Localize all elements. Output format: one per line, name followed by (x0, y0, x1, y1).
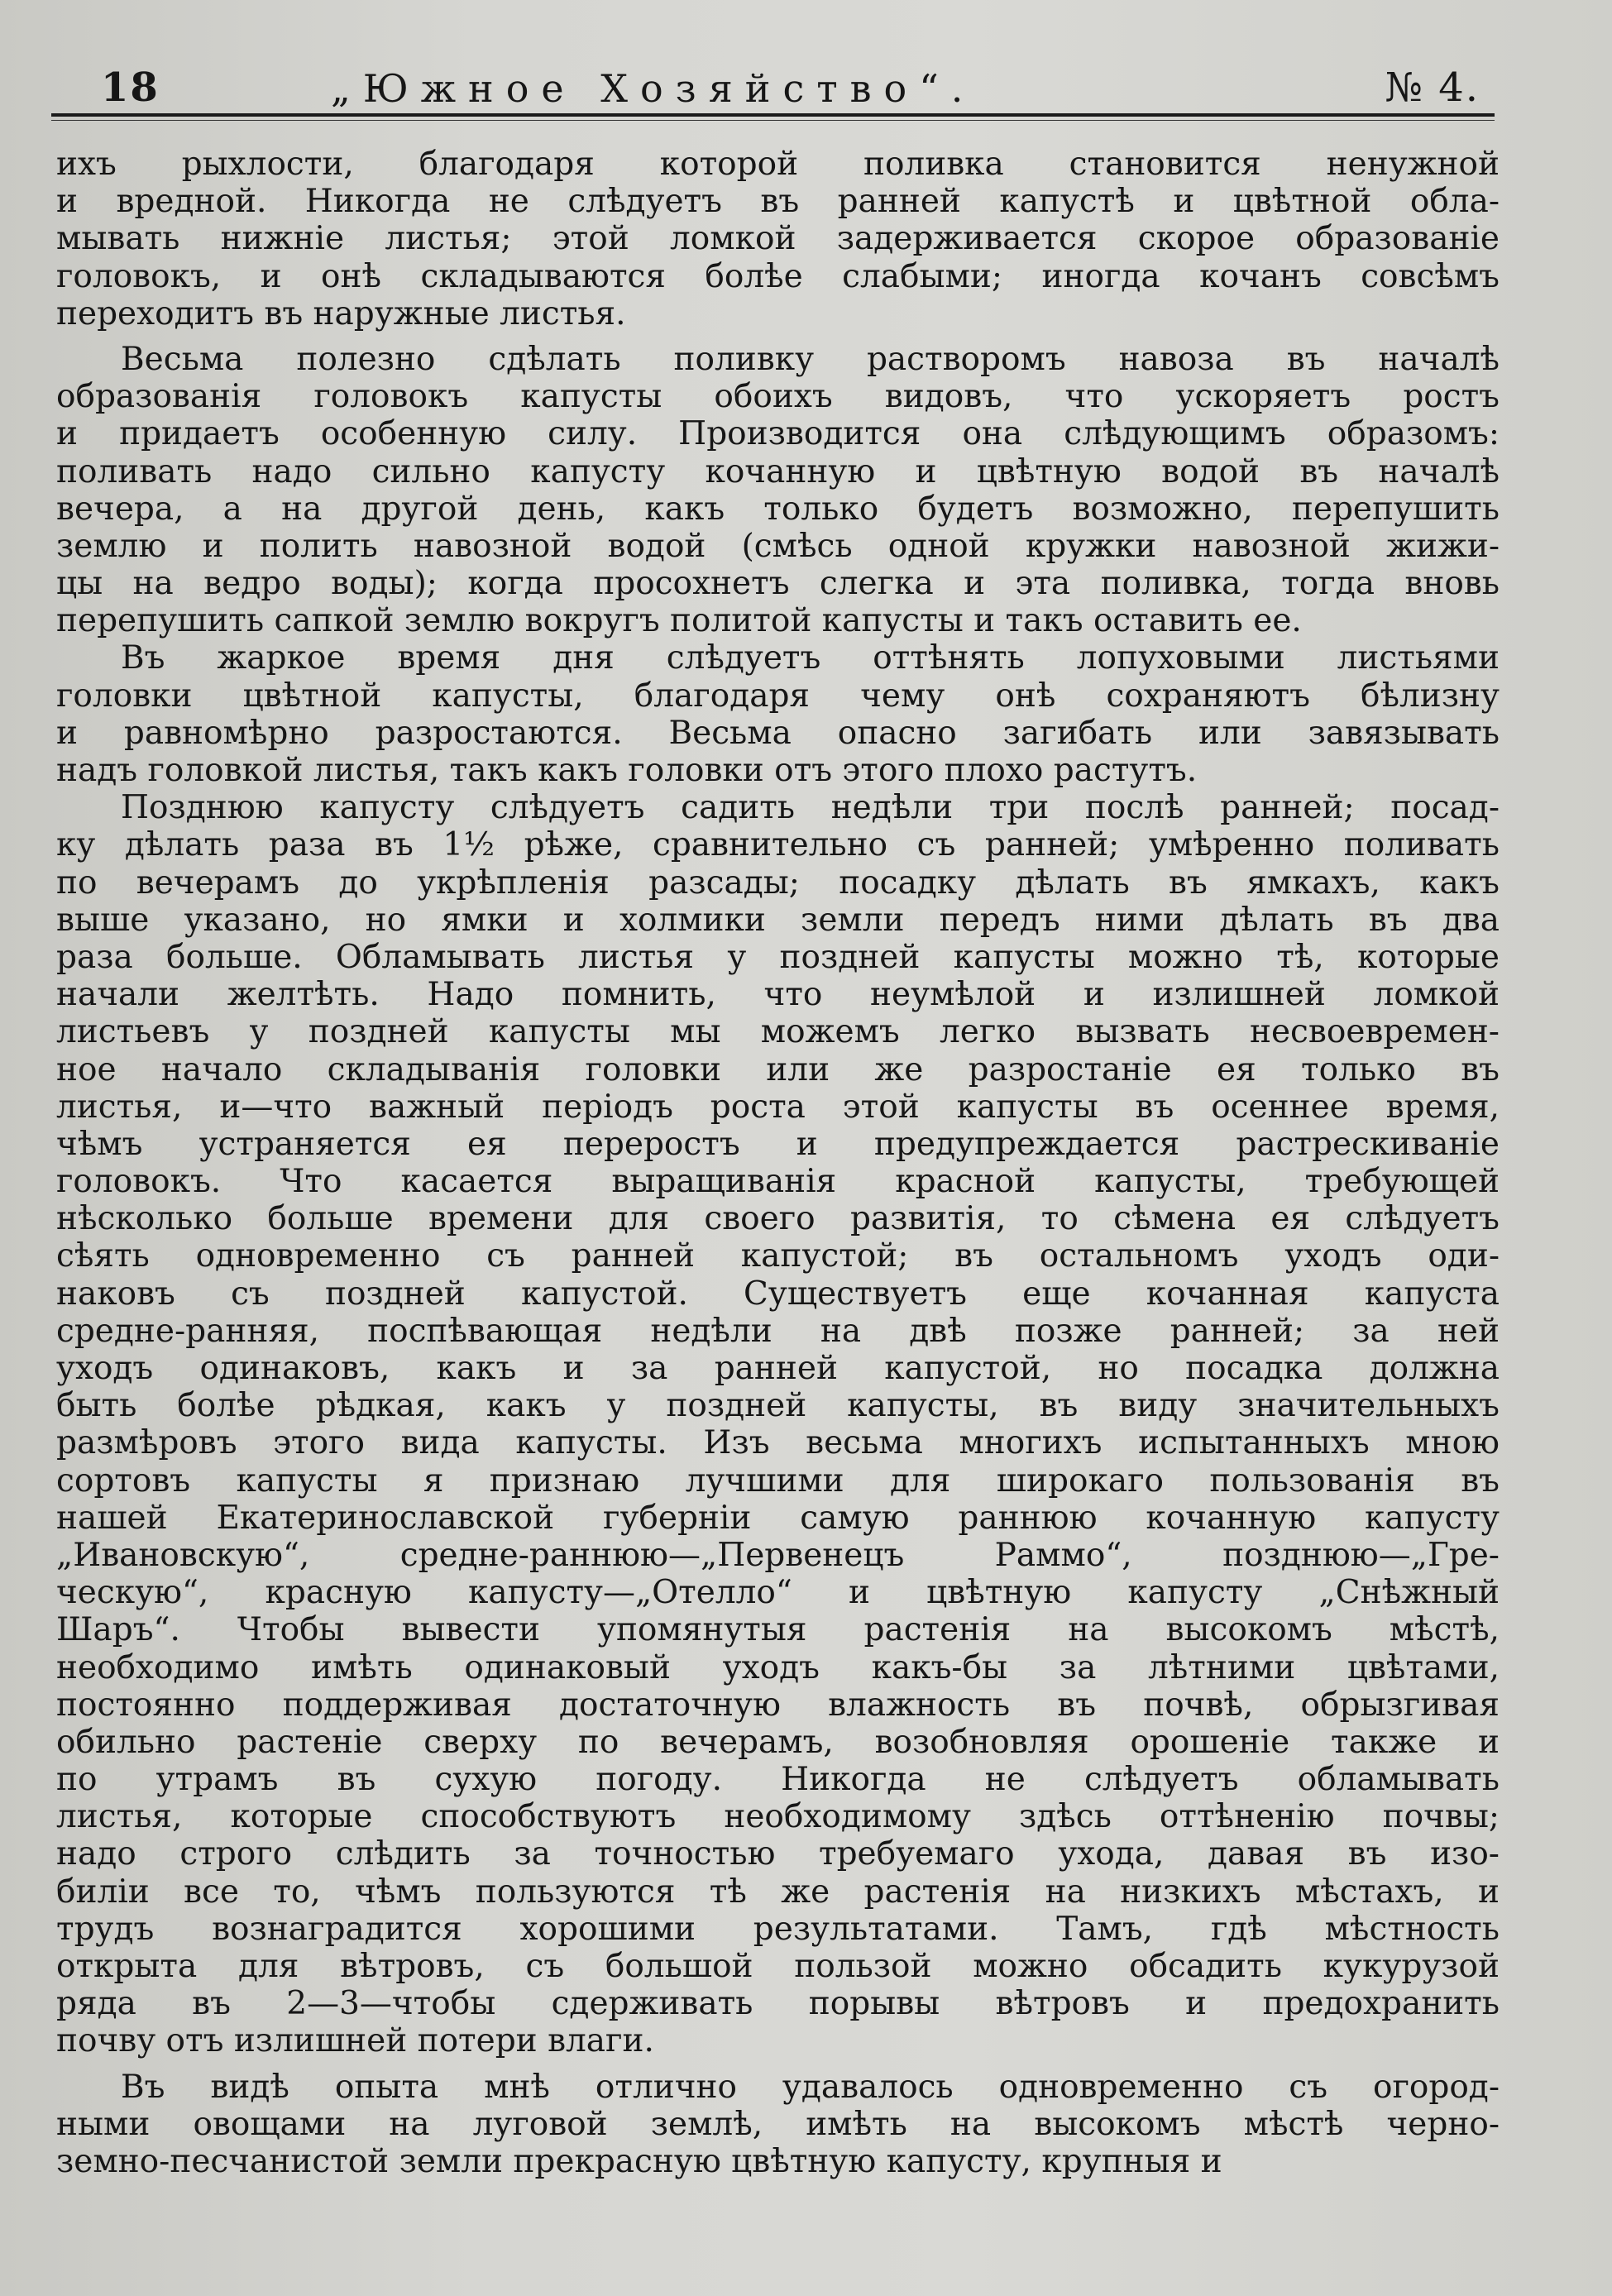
text-line: Позднюю капусту слѣдуетъ садить недѣли три послѣ ранней; посад- (121, 789, 1500, 827)
header-rule (51, 113, 1495, 117)
text-line: открыта для вѣтровъ, съ большой пользой можно обсадить кукурузой (56, 1948, 1500, 1985)
text-line: переходитъ въ наружные листья. (56, 294, 626, 332)
text-line: Весьма полезно сдѣлать поливку растворомъ навоза въ началѣ (121, 340, 1500, 378)
text-line: наковъ съ поздней капустой. Существуетъ еще кочанная капуста (56, 1275, 1500, 1313)
text-line: надо строго слѣдить за точностью требуемаго ухода, давая въ изо- (56, 1835, 1500, 1873)
text-line: ихъ рыхлости, благодаря которой поливка становится ненужной (56, 146, 1500, 183)
text-line: и равномѣрно разростаются. Весьма опасно загибать или завязывать (56, 714, 1500, 752)
text-line: и вредной. Никогда не слѣдуетъ въ ранней капустѣ и цвѣтной обла- (56, 183, 1500, 221)
text-line: сѣять одновременно съ ранней капустой; въ остальномъ уходъ оди- (56, 1237, 1500, 1275)
text-line: ку дѣлать раза въ 1½ рѣже, сравнительно съ ранней; умѣренно поливать (56, 826, 1500, 864)
paragraph (56, 789, 1500, 2059)
issue-number: № 4. (1385, 65, 1480, 111)
journal-title: „Южное Хозяйство“. (331, 66, 976, 111)
text-line: необходимо имѣть одинаковый уходъ какъ-бы за лѣтними цвѣтами, (56, 1648, 1500, 1686)
text-line: головокъ, и онѣ складываются болѣе слабыми; иногда кочанъ совсѣмъ (56, 257, 1500, 295)
text-line: ряда въ 2—3—чтобы сдерживать порывы вѣтровъ и предохранить (56, 1985, 1500, 2023)
header-rule-thin (51, 120, 1495, 121)
paragraph-gap (56, 2060, 1500, 2069)
text-line: Въ видѣ опыта мнѣ отлично удавалось одновременно съ огород- (121, 2068, 1500, 2106)
text-line: и придаетъ особенную силу. Производится она слѣдующимъ образомъ: (56, 415, 1500, 453)
text-line: быть болѣе рѣдкая, какъ у поздней капусты, въ виду значительныхъ (56, 1387, 1500, 1425)
text-line: постоянно поддерживая достаточную влажность въ почвѣ, обрызгивая (56, 1686, 1500, 1724)
page-number: 18 (101, 65, 160, 111)
text-line: листья, которые способствуютъ необходимому здѣсь оттѣненію почвы; (56, 1798, 1500, 1836)
text-line: ное начало складыванія головки или же разростаніе ея только въ (56, 1050, 1500, 1088)
text-line: почву отъ излишней потери влаги. (56, 2022, 654, 2060)
article-body (56, 146, 1500, 2180)
text-line: листья, и—что важный періодъ роста этой капусты въ осеннее время, (56, 1088, 1500, 1126)
text-line: начали желтѣть. Надо помнить, что неумѣлой и излишней ломкой (56, 976, 1500, 1014)
text-line: Шаръ“. Чтобы вывести упомянутыя растенія на высокомъ мѣстѣ, (56, 1611, 1500, 1649)
text-line: ными овощами на луговой землѣ, имѣть на высокомъ мѣстѣ черно- (56, 2105, 1500, 2143)
paragraph (56, 639, 1500, 789)
text-line: головокъ. Что касается выращиванія красной капусты, требующей (56, 1163, 1500, 1201)
text-line: головки цвѣтной капусты, благодаря чему онѣ сохраняютъ бѣлизну (56, 677, 1500, 715)
text-line: размѣровъ этого вида капусты. Изъ весьма многихъ испытанныхъ мною (56, 1424, 1500, 1462)
text-line: образованія головокъ капусты обоихъ видовъ, что ускоряетъ ростъ (56, 378, 1500, 416)
text-line: мывать нижніе листья; этой ломкой задерживается скорое образованіе (56, 220, 1500, 258)
running-header (51, 65, 1495, 116)
text-line: по вечерамъ до укрѣпленія разсады; посадку дѣлать въ ямкахъ, какъ (56, 863, 1500, 902)
text-line: чѣмъ устраняется ея переростъ и предупреждается растрескиваніе (56, 1125, 1500, 1163)
text-line: по утрамъ въ сухую погоду. Никогда не слѣдуетъ обламывать (56, 1761, 1500, 1799)
text-line: обильно растеніе сверху по вечерамъ, возобновляя орошеніе также и (56, 1723, 1500, 1761)
text-line: земно-песчанистой земли прекрасную цвѣтную капусту, крупныя и (56, 2142, 1222, 2180)
paragraph (56, 2069, 1500, 2181)
text-line: вечера, а на другой день, какъ только будетъ возможно, перепушить (56, 490, 1500, 528)
text-line: Въ жаркое время дня слѣдуетъ оттѣнять лопуховыми листьями (121, 639, 1500, 677)
text-line: поливать надо сильно капусту кочанную и цвѣтную водой въ началѣ (56, 452, 1500, 490)
paragraph (56, 341, 1500, 640)
text-line: уходъ одинаковъ, какъ и за ранней капустой, но посадка должна (56, 1350, 1500, 1387)
paragraph-gap (56, 332, 1500, 341)
text-line: перепушить сапкой землю вокругъ политой капусты и такъ оставить ее. (56, 602, 1302, 640)
text-line: сортовъ капусты я признаю лучшими для широкаго пользованія въ (56, 1461, 1500, 1500)
text-line: нѣсколько больше времени для своего развитія, то сѣмена ея слѣдуетъ (56, 1200, 1500, 1238)
text-line: листьевъ у поздней капусты мы можемъ легко вызвать несвоевремен- (56, 1013, 1500, 1051)
paragraph (56, 146, 1500, 332)
text-line: нашей Екатеринославской губерніи самую раннюю кочанную капусту (56, 1499, 1500, 1537)
text-line: ческую“, красную капусту—„Отелло“ и цвѣтную капусту „Снѣжный (56, 1574, 1500, 1612)
text-line: надъ головкой листья, такъ какъ головки отъ этого плохо растутъ. (56, 752, 1198, 789)
text-line: трудъ вознаградится хорошими результатами. Тамъ, гдѣ мѣстность (56, 1910, 1500, 1948)
text-line: землю и полить навозной водой (смѣсь одной кружки навозной жижи- (56, 527, 1500, 565)
text-line: выше указано, но ямки и холмики земли передъ ними дѣлать въ два (56, 901, 1500, 939)
text-line: раза больше. Обламывать листья у поздней капусты можно тѣ, которые (56, 938, 1500, 976)
text-line: цы на ведро воды); когда просохнетъ слегка и эта поливка, тогда вновь (56, 565, 1500, 603)
text-line: „Ивановскую“, средне-раннюю—„Первенецъ Раммо“, позднюю—„Гре- (56, 1536, 1500, 1574)
text-line: средне-ранняя, поспѣвающая недѣли на двѣ позже ранней; за ней (56, 1312, 1500, 1350)
text-line: биліи все то, чѣмъ пользуются тѣ же растенія на низкихъ мѣстахъ, и (56, 1873, 1500, 1911)
